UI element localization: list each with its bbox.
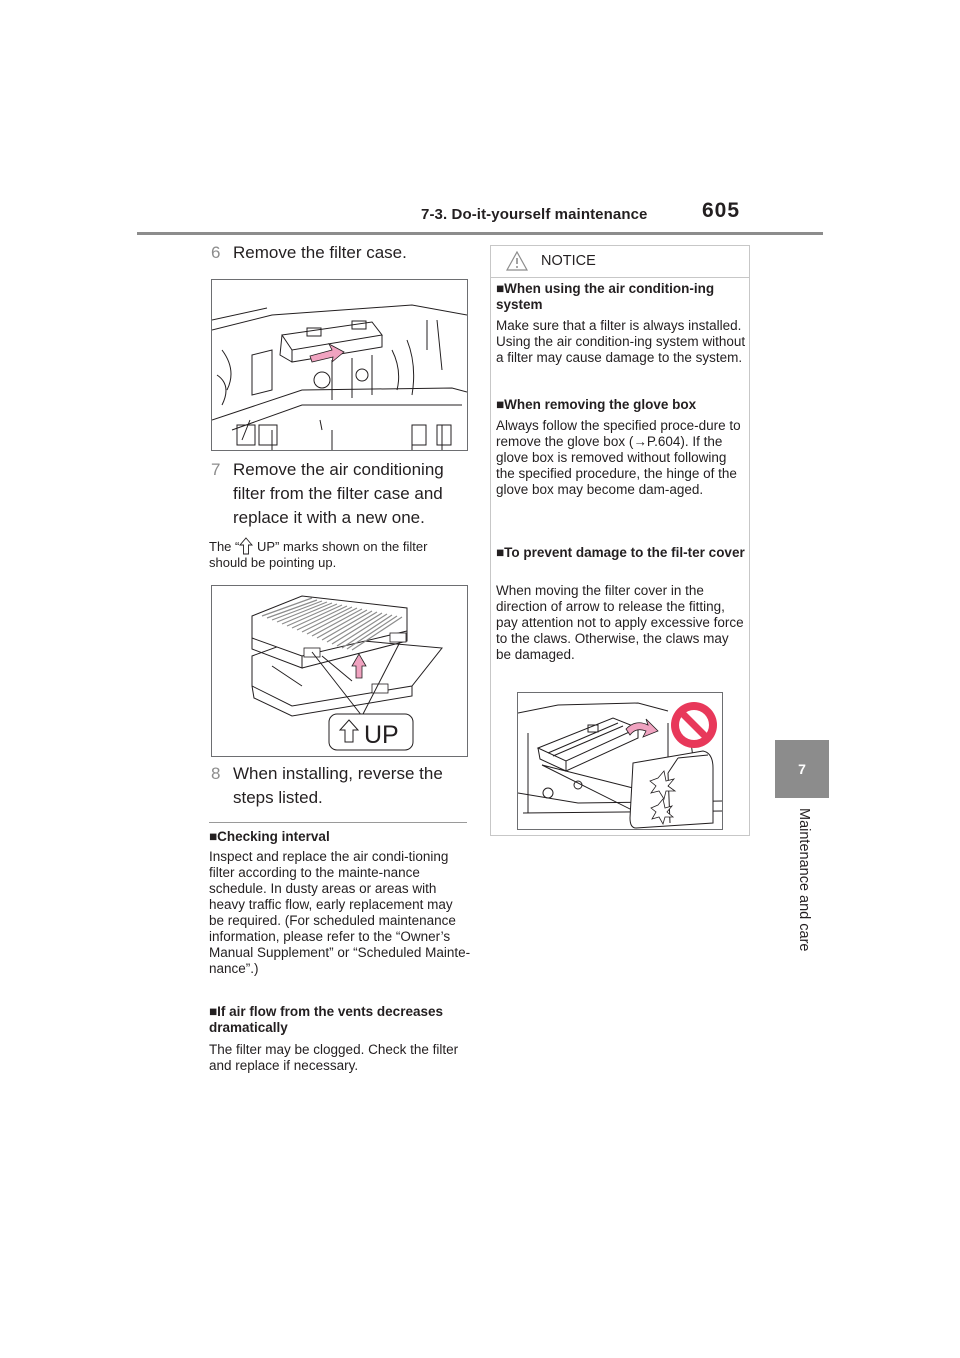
arrow-right-icon: → [633, 434, 647, 449]
figure-filter-up-mark [211, 585, 468, 757]
checking-interval-heading: ■Checking interval [209, 829, 330, 844]
page-reference-link[interactable]: P.604 [646, 434, 681, 449]
step-number: 7 [211, 460, 221, 479]
notice-filter-cover-heading: ■To prevent damage to the fil-ter cover [496, 545, 745, 560]
step-6 [211, 241, 468, 265]
pink-up-arrow-icon [352, 654, 366, 678]
chapter-label: Maintenance and care [796, 808, 812, 952]
notice-title: NOTICE [541, 253, 596, 269]
step-text: When installing, reverse the steps listed. [233, 764, 443, 807]
claw-damage-illustration [518, 693, 722, 829]
filter-case-illustration [212, 280, 467, 450]
prohibition-icon [671, 702, 717, 748]
checking-interval-body: Inspect and replace the air condi-tioning filter according to the mainte-nance schedule. In dusty areas or areas with heavy traffic flow, early replacement may be required. (For scheduled maintenance information, please refer to the “Owner’s Manual Supplement” or “Scheduled Mainte-nance”.) [209, 849, 471, 976]
section-separator [209, 822, 467, 823]
pink-arrow-icon [310, 344, 344, 362]
square-bullet-icon: ■ [496, 545, 505, 560]
step-text: Remove the filter case. [233, 243, 407, 262]
step-number: 6 [211, 243, 221, 262]
filter-illustration [212, 586, 467, 756]
figure-filter-case-removal [211, 279, 468, 451]
square-bullet-icon: ■ [496, 397, 505, 412]
step-8 [211, 762, 468, 810]
figure-filter-cover-claws [517, 692, 723, 830]
step-number: 8 [211, 764, 221, 783]
notice-ac-body: Make sure that a filter is always installed. Using the air condition-ing system without a filter may cause damage to the system. [496, 318, 746, 365]
up-label: UP [364, 721, 399, 749]
notice-ac-heading: ■When using the air condition-ing system [496, 281, 715, 312]
warning-triangle-icon [506, 251, 528, 271]
notice-rule [490, 277, 750, 278]
header-rule [137, 232, 823, 235]
airflow-body: The filter may be clogged. Check the filter and replace if necessary. [209, 1042, 459, 1073]
notice-filter-cover-body: When moving the filter cover in the direction of arrow to release the fitting, pay attention not to apply excessive force to the claws. Otherwise, the claws may be damaged. [496, 583, 744, 662]
section-title: 7-3. Do-it-yourself maintenance [421, 206, 648, 223]
up-arrow-icon [239, 537, 253, 555]
notice-glovebox-heading: ■When removing the glove box [496, 397, 697, 412]
square-bullet-icon: ■ [209, 829, 218, 844]
step-7 [211, 458, 468, 530]
page-number: 605 [702, 199, 741, 222]
up-mark-note: The “ UP” marks shown on the filter should be pointing up. [209, 539, 428, 570]
notice-glovebox-body: Always follow the specified proce-dure to remove the glove box (→P.604). If the glove box is removed without following the specified procedure, the hinge of the glove box may become dam-aged. [496, 418, 741, 497]
step-text: Remove the air conditioning filter from the filter case and replace it with a new one. [233, 460, 444, 527]
chapter-number: 7 [798, 761, 806, 777]
square-bullet-icon: ■ [496, 281, 505, 296]
airflow-heading: ■If air flow from the vents decreases dramatically [209, 1004, 443, 1035]
pink-arrow-icon [626, 719, 658, 737]
square-bullet-icon: ■ [209, 1004, 218, 1019]
